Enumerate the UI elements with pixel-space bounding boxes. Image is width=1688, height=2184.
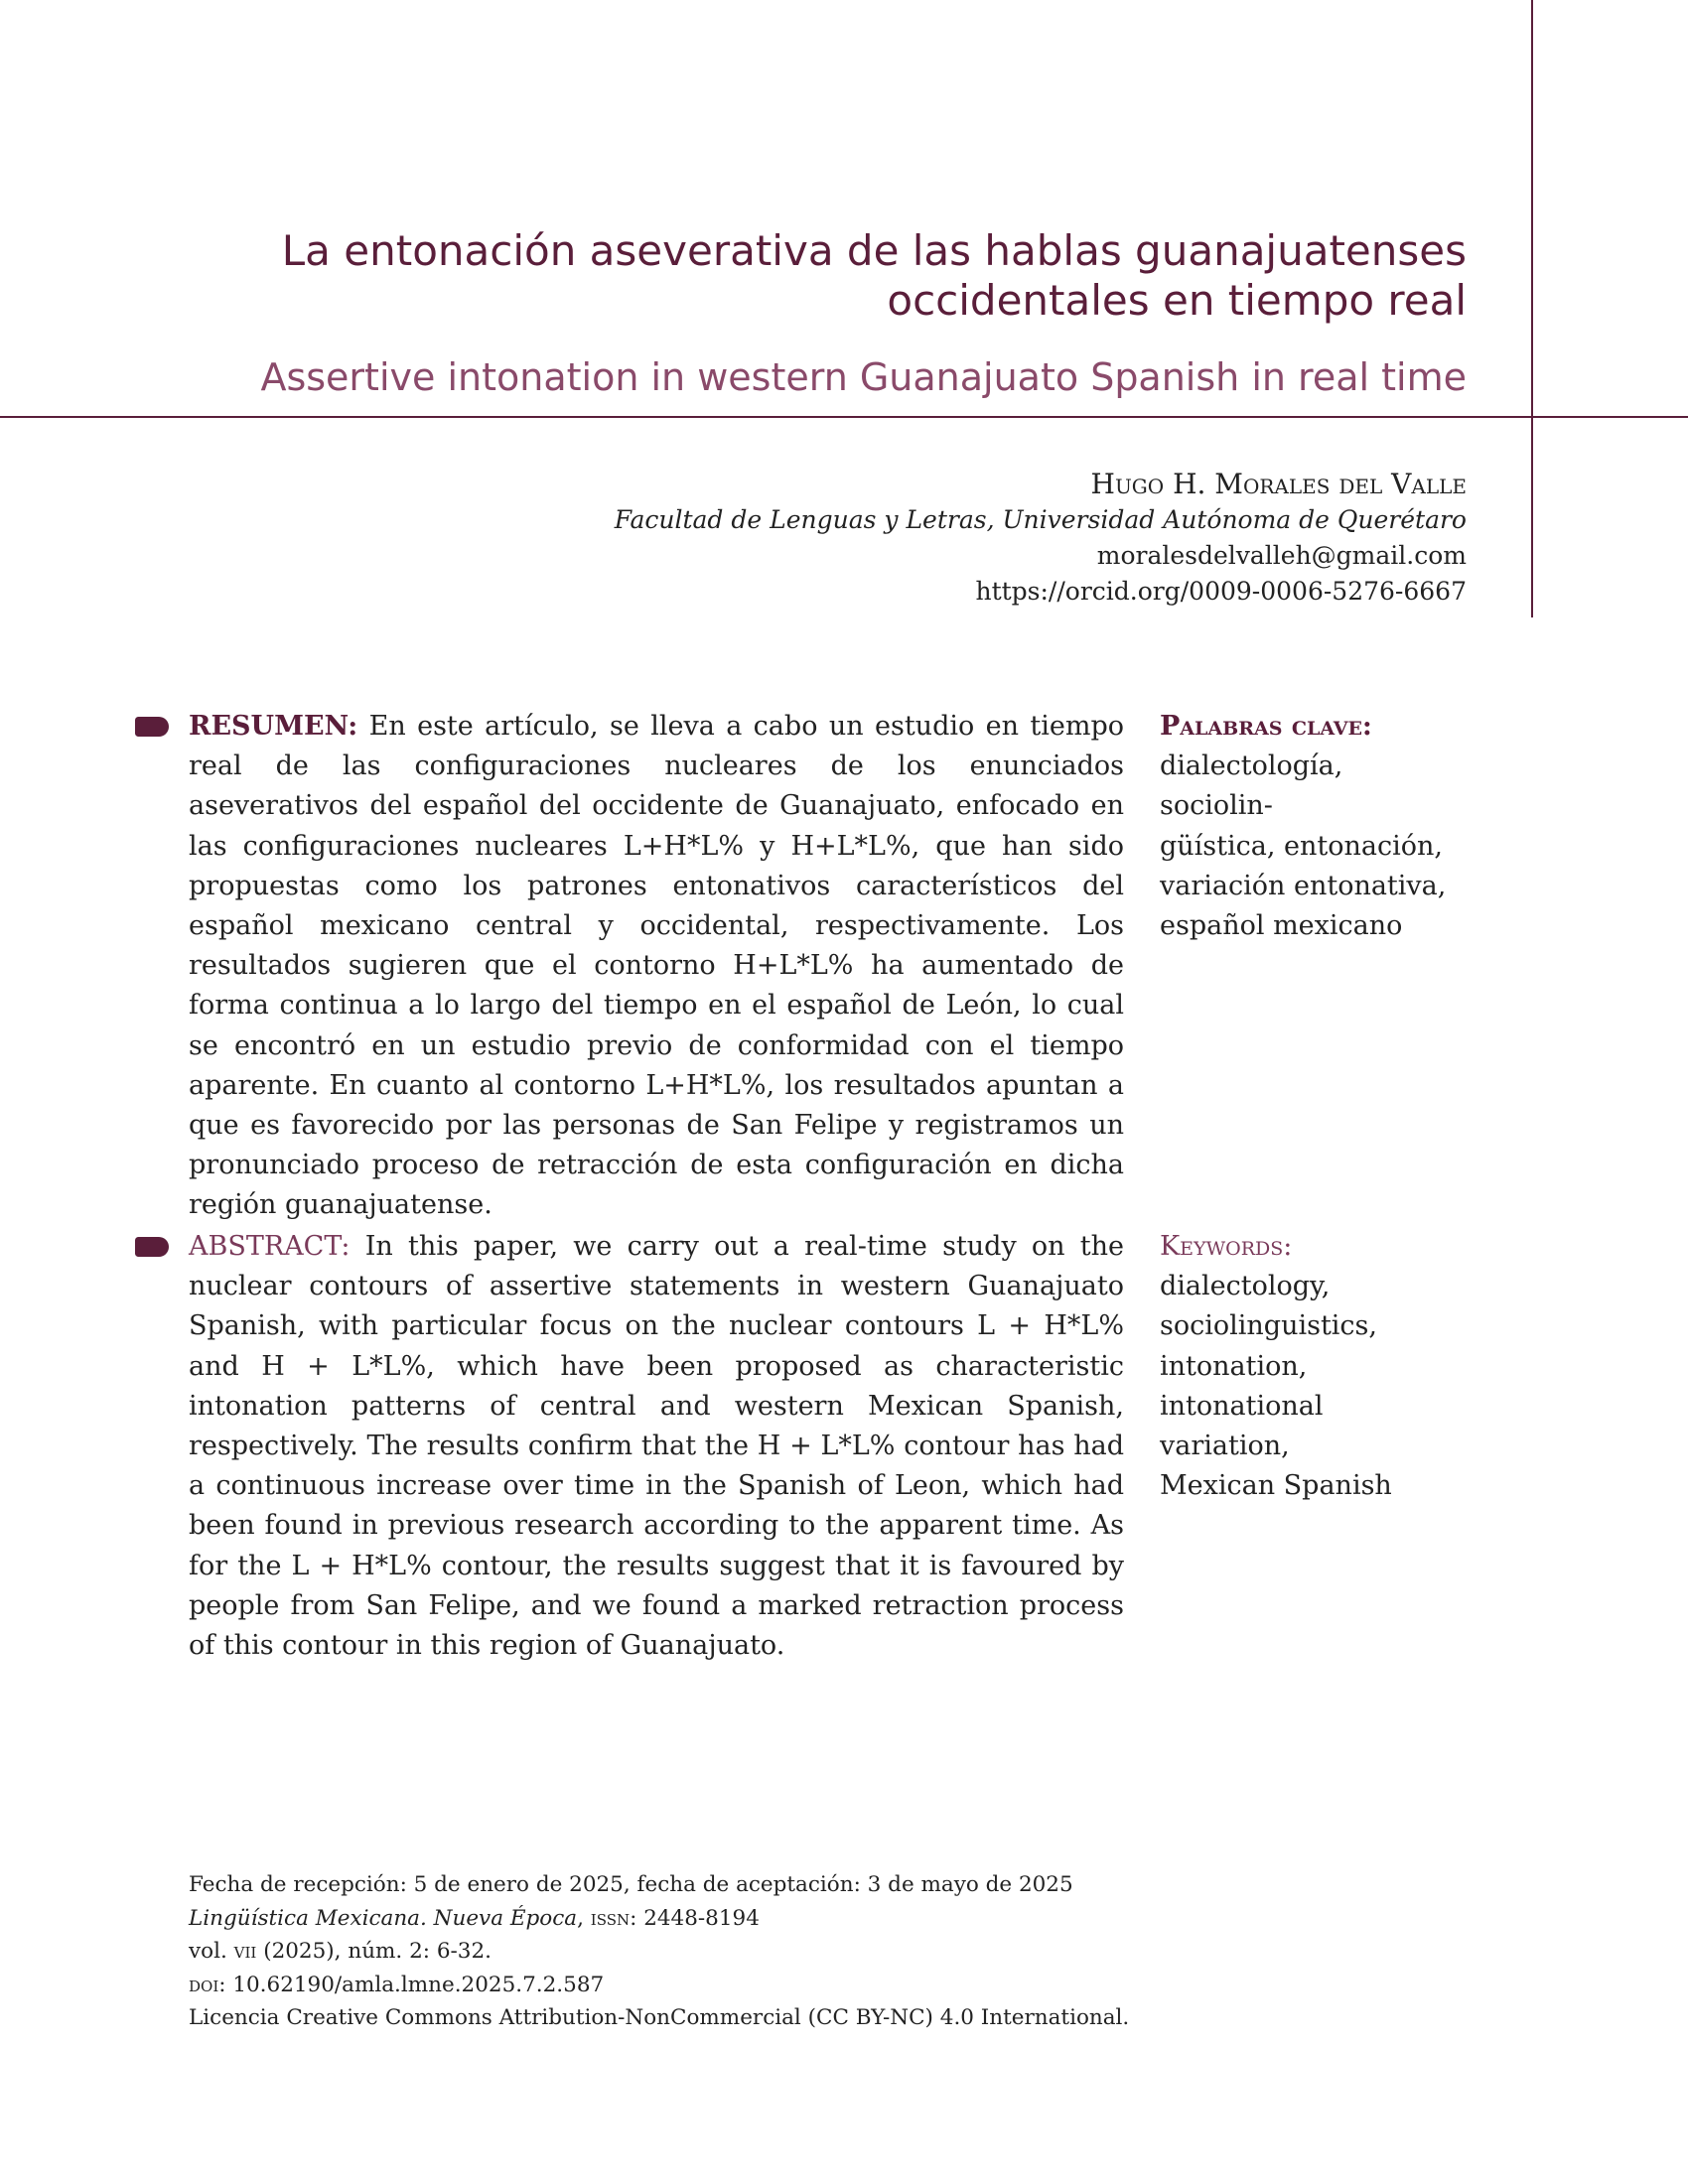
abstract-marker-icon — [135, 1237, 169, 1257]
footer-issn: : 2448-8194 — [630, 1905, 760, 1931]
footer-doi[interactable]: : 10.62190/amla.lmne.2025.7.2.587 — [218, 1972, 605, 1997]
keywords-label: Keywords: — [1160, 1231, 1293, 1262]
palabras-clave-block — [1160, 707, 1458, 946]
author-email[interactable]: moralesdelvalleh@gmail.com — [1096, 541, 1467, 570]
footer-doi-label: doi — [189, 1972, 219, 1997]
palabra-clave-item: dialectología, sociolin- — [1160, 751, 1343, 822]
resumen-label: RESUMEN: — [189, 711, 358, 742]
publication-footer — [189, 1868, 1380, 2035]
keyword-item: intonational variation, — [1160, 1390, 1324, 1462]
horizontal-rule — [0, 416, 1688, 418]
footer-doi-line — [189, 1969, 1380, 2002]
footer-volume-rest: (2025), núm. 2: 6-32. — [263, 1939, 492, 1964]
abstract-section — [189, 1227, 1124, 1666]
footer-license: Licencia Creative Commons Attribution-NonCommercial (CC BY-NC) 4.0 International. — [189, 2005, 1130, 2030]
palabra-clave-item: güística, entonación, — [1160, 830, 1443, 862]
footer-journal: Lingüística Mexicana. Nueva Época — [189, 1905, 578, 1931]
vertical-rule — [1531, 0, 1533, 617]
footer-journal-line: Lingüística Mexicana. Nueva Época, issn: 2448-8194 — [189, 1905, 760, 1931]
title-spanish: La entonación aseverativa de las hablas guanajuatenses occidentales en tiempo real — [281, 226, 1467, 325]
keywords-block — [1160, 1227, 1458, 1506]
palabras-clave-label: Palabras clave: — [1160, 711, 1372, 742]
author-name: Hugo H. Morales del Valle — [1090, 468, 1467, 500]
author-orcid[interactable]: https://orcid.org/0009-0006-5276-6667 — [975, 577, 1467, 606]
abstract-label: ABSTRACT: — [189, 1231, 351, 1262]
palabra-clave-item: variación entonativa, — [1160, 870, 1447, 901]
keyword-item: dialectology, — [1160, 1271, 1331, 1302]
title-english: Assertive intonation in western Guanajuato Spanish in real time — [260, 355, 1467, 399]
footer-issn-label: issn — [590, 1905, 631, 1931]
resumen-text: En este artículo, se lleva a cabo un estudio en tiempo real de las configuraciones nucleares de los enunciados aseverativos del español del occidente de Guanajuato, enfocado en las configuraciones nucleares L+H*L% y H+L*L%, que han sido propuestas como los patrones entonativos característicos del español mexicano central y occidental, respectivamente. Los resultados sugieren que el contorno H+L*L% ha aumentado de forma continua a lo largo del tiempo en el español de León, lo cual se encontró en un estudio previo de conformidad con el tiempo aparente. En cuanto al contorno L+H*L%, los resultados apuntan a que es favorecido por las personas de San Felipe y registramos un pronunciado proceso de retracción de esta configuración en dicha región guanajuatense. — [189, 711, 1124, 1221]
keyword-item: sociolinguistics, — [1160, 1310, 1377, 1342]
author-affiliation: Facultad de Lenguas y Letras, Universidad Autónoma de Querétaro — [614, 505, 1467, 534]
footer-dates: Fecha de recepción: 5 de enero de 2025, fecha de aceptación: 3 de mayo de 2025 — [189, 1872, 1073, 1897]
keyword-item: intonation, — [1160, 1350, 1308, 1382]
author-block — [573, 467, 1467, 610]
abstract-text: In this paper, we carry out a real-time study on the nuclear contours of assertive statements in western Guanajuato Spanish, with particular focus on the nuclear contours L + H*L% and H + L*L%, which have been proposed as characteristic intonation patterns of central and western Mexican Spanish, respectively. The results confirm that the H + L*L% contour has had a continuous increase over time in the Spanish of Leon, which had been found in previous research according to the apparent time. As for the L + H*L% contour, the results suggest that it is favoured by people from San Felipe, and we found a marked retraction process of this contour in this region of Guanajuato. — [189, 1231, 1124, 1662]
footer-volume-roman: vii — [233, 1939, 257, 1964]
resumen-section — [189, 707, 1124, 1226]
palabra-clave-item: español mexicano — [1160, 910, 1403, 942]
footer-volume-prefix: vol. — [189, 1939, 227, 1964]
keyword-item: Mexican Spanish — [1160, 1470, 1392, 1502]
resumen-marker-icon — [135, 717, 169, 737]
footer-volume-line — [189, 1935, 1380, 1969]
